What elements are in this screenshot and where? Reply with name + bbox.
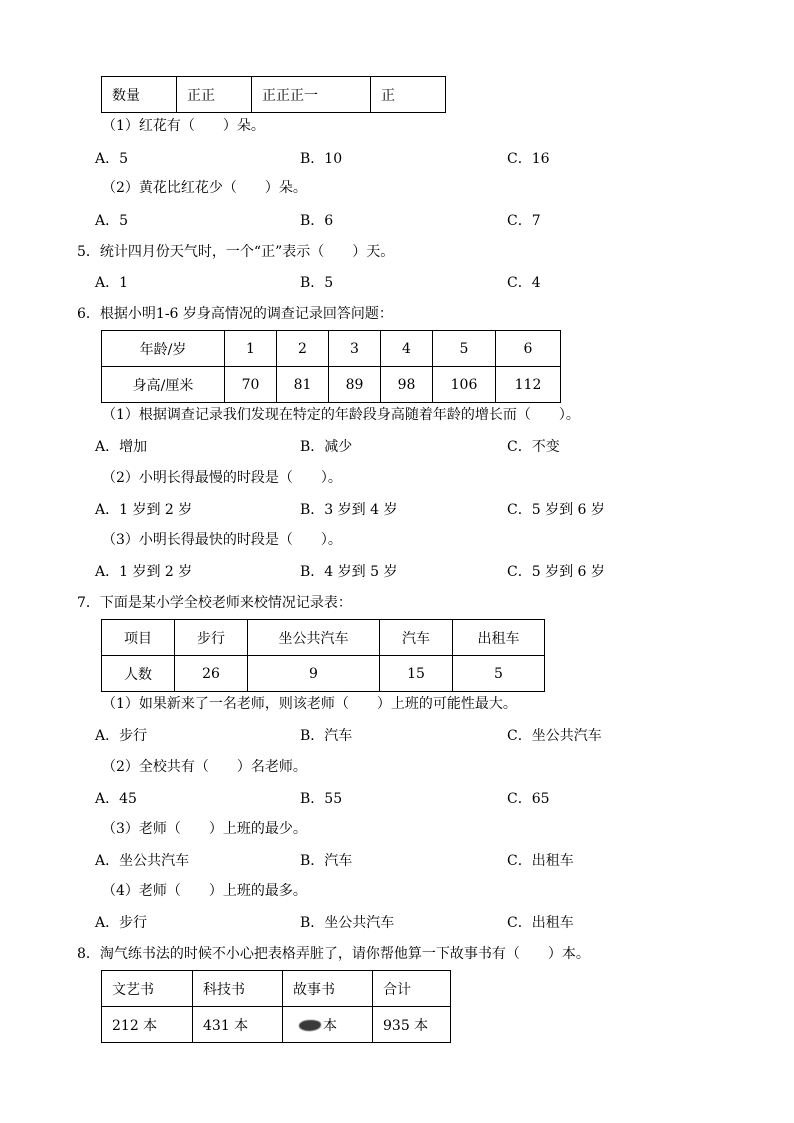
option-b: B．10 <box>300 151 343 167</box>
option-b: B．6 <box>300 213 334 229</box>
q5-stem: 5．统计四月份天气时，一个“正”表示（ ）天。 <box>77 244 395 260</box>
table-cell: 年龄/岁 <box>102 331 225 367</box>
table-cell: 3 <box>329 331 381 367</box>
table-row <box>102 656 545 692</box>
table-row <box>102 77 446 113</box>
table-cell: 9 <box>248 656 380 692</box>
option-c: C．出租车 <box>507 853 574 869</box>
table-cell: 15 <box>380 656 453 692</box>
option-a: A．1 岁到 2 岁 <box>95 564 193 580</box>
table-cell: 数量 <box>102 77 177 113</box>
table-cell: 正 <box>371 77 446 113</box>
table-cell: 81 <box>277 367 329 403</box>
option-b: B．55 <box>300 791 343 807</box>
option-a: A．1 <box>95 275 129 291</box>
q8-stem: 8．淘气练书法的时候不小心把表格弄脏了，请你帮他算一下故事书有（ ）本。 <box>77 946 590 962</box>
option-c: C．5 岁到 6 岁 <box>507 564 605 580</box>
table-cell: 2 <box>277 331 329 367</box>
table-cell: 身高/厘米 <box>102 367 225 403</box>
table-cell: 212 本 <box>102 1007 193 1043</box>
option-c: C．7 <box>507 213 541 229</box>
table-cell: 步行 <box>175 620 248 656</box>
table-cell: 26 <box>175 656 248 692</box>
q7-sub3: （3）老师（ ）上班的最少。 <box>102 821 307 837</box>
table-cell: 故事书 <box>283 971 373 1007</box>
books-table <box>101 970 451 1043</box>
table-cell: 人数 <box>102 656 175 692</box>
ink-smudge-icon <box>299 1020 321 1031</box>
q6-sub1: （1）根据调查记录我们发现在特定的年龄段身高随着年龄的增长而（ ）。 <box>102 407 580 423</box>
option-c: C．坐公共汽车 <box>507 728 602 744</box>
table-cell: 4 <box>381 331 433 367</box>
table-row <box>102 367 561 403</box>
unit-label: 本 <box>323 1017 337 1034</box>
table-cell: 89 <box>329 367 381 403</box>
option-a: A．45 <box>95 791 137 807</box>
q7-sub1: （1）如果新来了一名老师，则该老师（ ）上班的可能性最大。 <box>102 696 517 712</box>
option-c: C．出租车 <box>507 915 574 931</box>
q7-sub2: （2）全校共有（ ）名老师。 <box>102 759 307 775</box>
table-cell: 935 本 <box>373 1007 451 1043</box>
table-cell: 112 <box>496 367 561 403</box>
option-b: B．汽车 <box>300 853 353 869</box>
table-cell: 科技书 <box>193 971 283 1007</box>
table-cell: 5 <box>453 656 545 692</box>
option-c: C．不变 <box>507 439 560 455</box>
table-cell: 正正 <box>177 77 252 113</box>
q6-stem: 6．根据小明1-6 岁身高情况的调查记录回答问题： <box>77 306 393 322</box>
table-row <box>102 331 561 367</box>
option-c: C．5 岁到 6 岁 <box>507 502 605 518</box>
option-b: B．4 岁到 5 岁 <box>300 564 398 580</box>
table-cell: 文艺书 <box>102 971 193 1007</box>
table-cell: 合计 <box>373 971 451 1007</box>
option-a: A．5 <box>95 213 129 229</box>
table-cell: 汽车 <box>380 620 453 656</box>
table-cell: 出租车 <box>453 620 545 656</box>
q4-sub1: （1）红花有（ ）朵。 <box>102 118 265 134</box>
option-a: A．1 岁到 2 岁 <box>95 502 193 518</box>
q4-sub2: （2）黄花比红花少（ ）朵。 <box>102 180 307 196</box>
tally-table <box>101 76 446 113</box>
table-cell: 431 本 <box>193 1007 283 1043</box>
option-a: A．坐公共汽车 <box>95 853 190 869</box>
table-cell: 项目 <box>102 620 175 656</box>
q6-sub2: （2）小明长得最慢的时段是（ ）。 <box>102 470 342 486</box>
option-b: B．汽车 <box>300 728 353 744</box>
table-row <box>102 1007 451 1043</box>
table-cell: 70 <box>225 367 277 403</box>
table-cell: 坐公共汽车 <box>248 620 380 656</box>
option-a: A．增加 <box>95 439 148 455</box>
table-cell: 6 <box>496 331 561 367</box>
q7-sub4: （4）老师（ ）上班的最多。 <box>102 883 307 899</box>
option-b: B．5 <box>300 275 334 291</box>
option-b: B．3 岁到 4 岁 <box>300 502 398 518</box>
option-c: C．65 <box>507 791 550 807</box>
q7-stem: 7．下面是某小学全校老师来校情况记录表： <box>77 595 352 611</box>
option-a: A．步行 <box>95 728 148 744</box>
option-a: A．5 <box>95 151 129 167</box>
table-cell: 1 <box>225 331 277 367</box>
option-a: A．步行 <box>95 915 148 931</box>
table-cell: 5 <box>433 331 496 367</box>
height-table <box>101 330 561 403</box>
table-cell: 98 <box>381 367 433 403</box>
q6-sub3: （3）小明长得最快的时段是（ ）。 <box>102 532 342 548</box>
table-row <box>102 620 545 656</box>
table-cell: 106 <box>433 367 496 403</box>
table-cell-smudged <box>283 1007 373 1043</box>
table-row <box>102 971 451 1007</box>
option-b: B．坐公共汽车 <box>300 915 395 931</box>
option-b: B．减少 <box>300 439 353 455</box>
option-c: C．16 <box>507 151 550 167</box>
table-cell: 正正正一 <box>252 77 371 113</box>
commute-table <box>101 619 545 692</box>
option-c: C．4 <box>507 275 541 291</box>
